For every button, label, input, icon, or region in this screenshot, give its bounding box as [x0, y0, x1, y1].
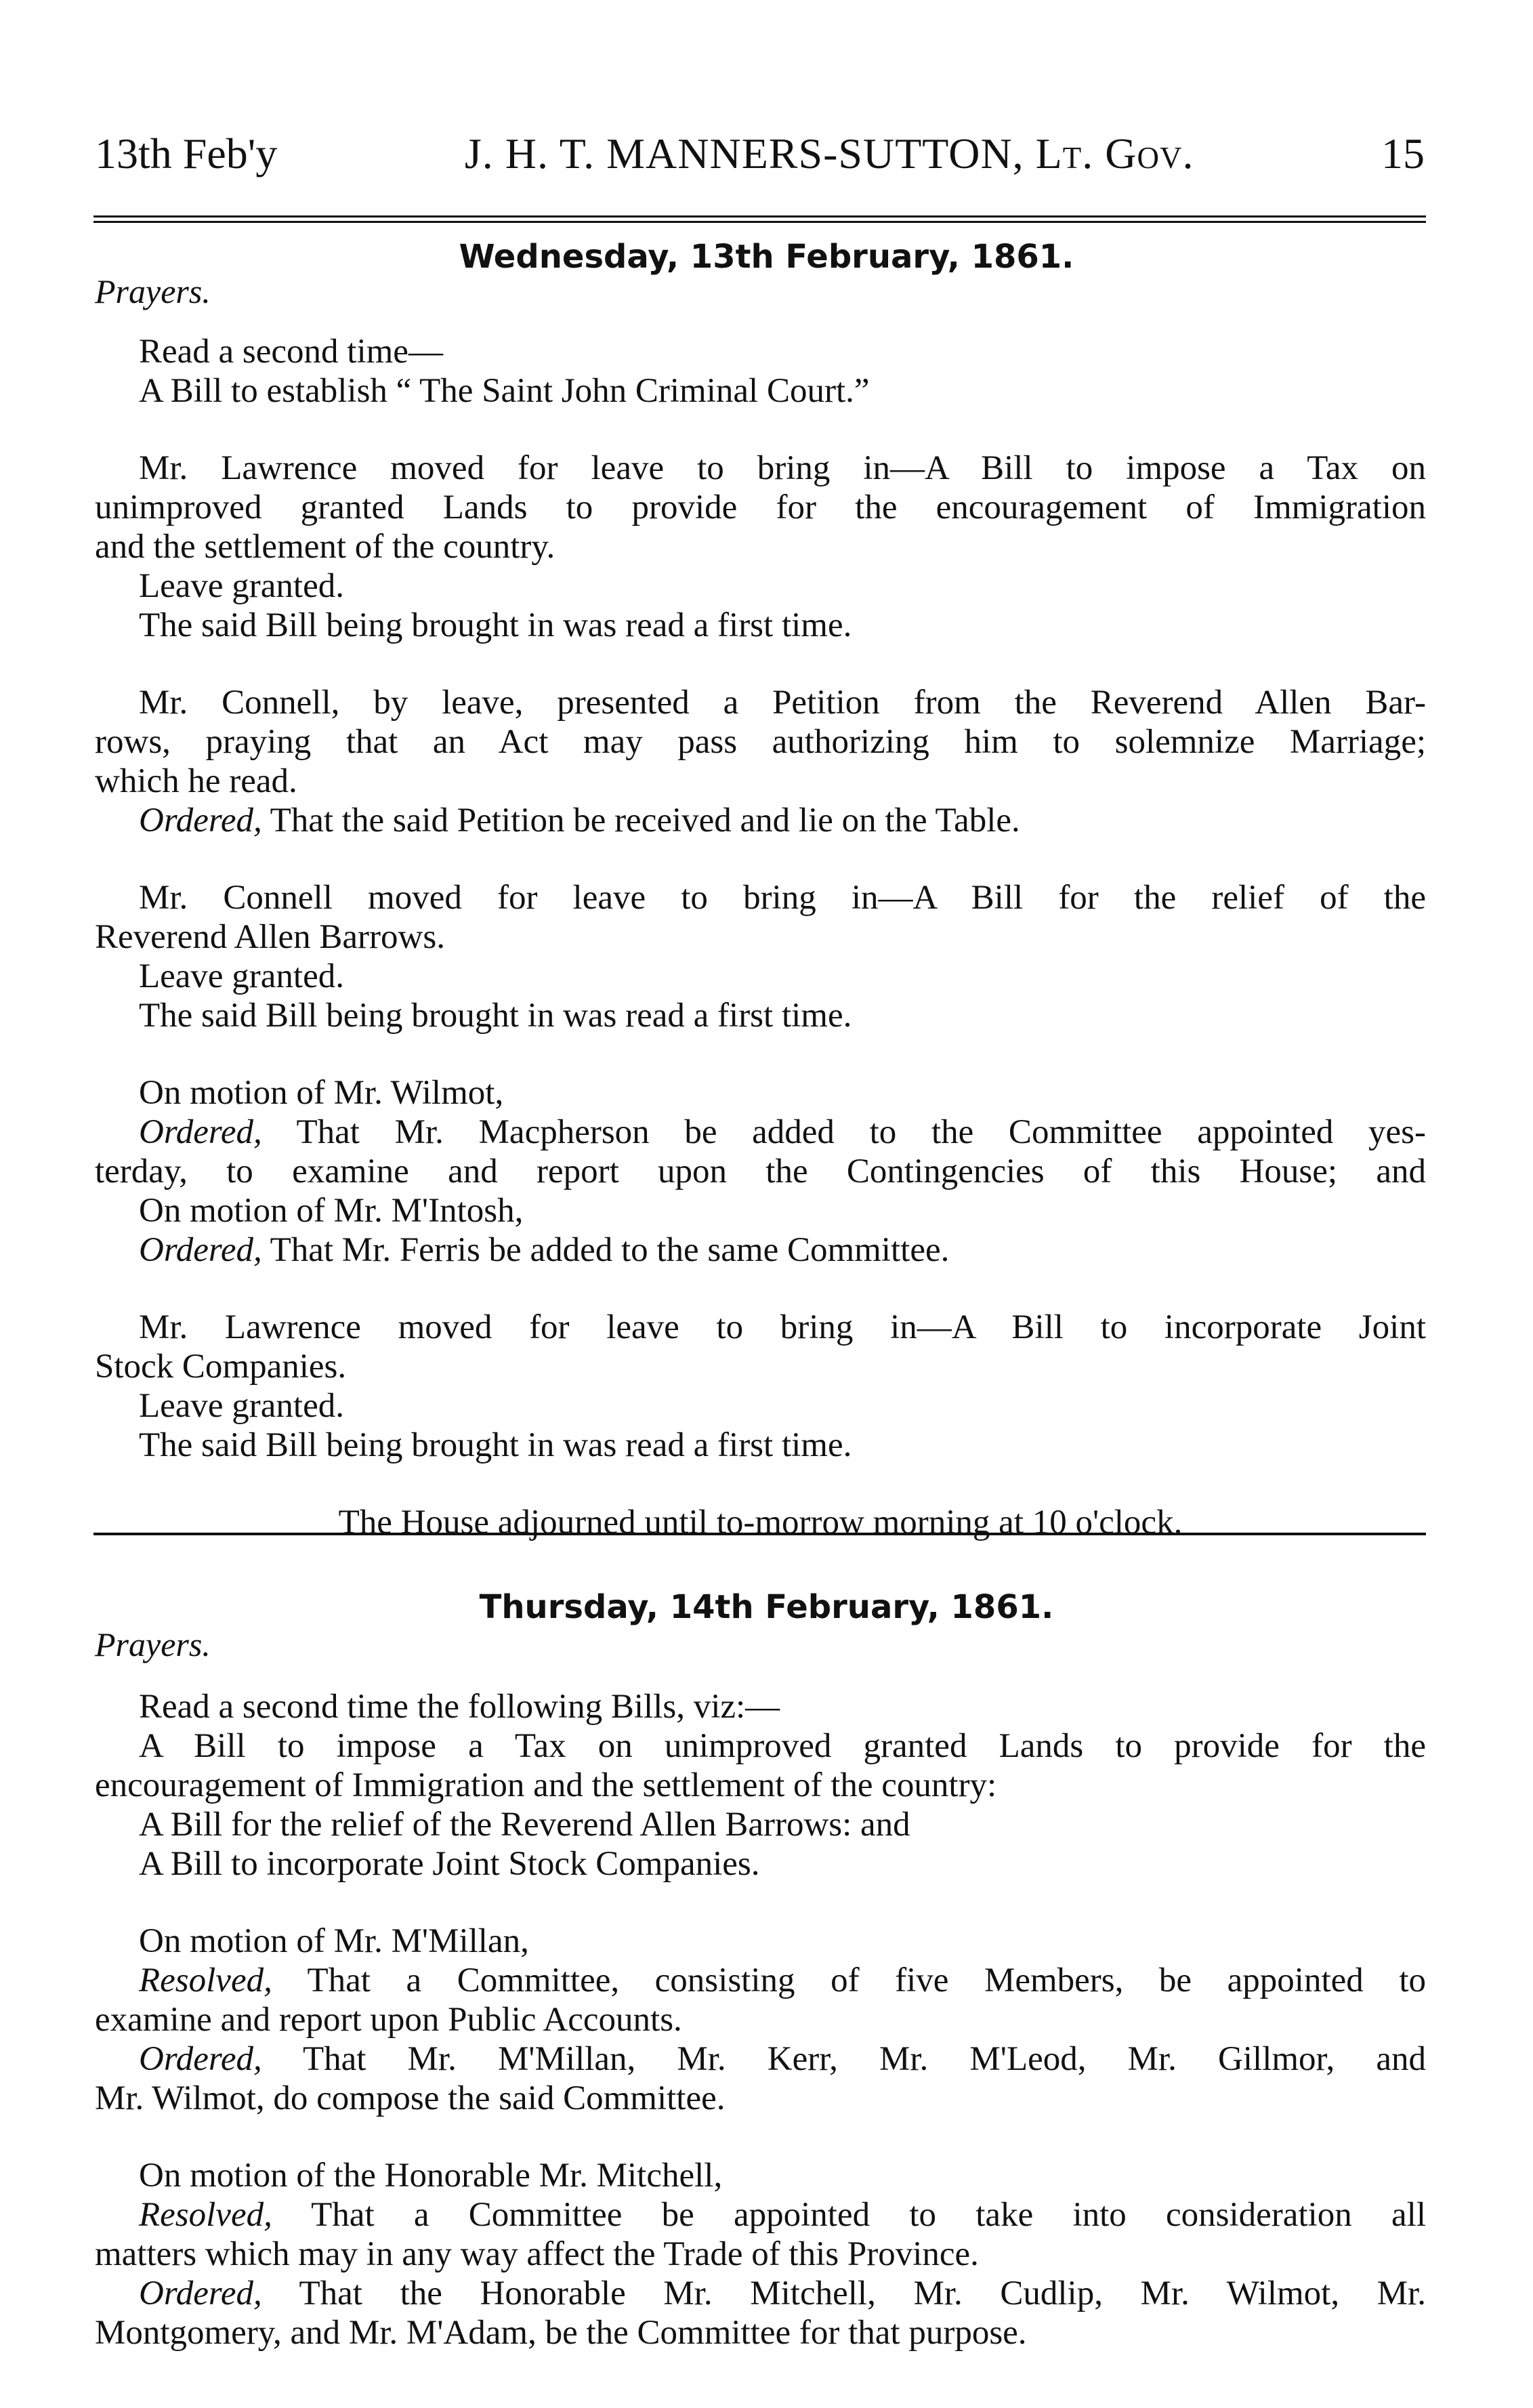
text-line: Mr. Connell, by leave, presented a Petition from the Reverend Allen Bar- — [139, 684, 1426, 722]
text-line: Read a second time— — [139, 333, 443, 371]
paragraph — [95, 2156, 1426, 2352]
text-line: Mr. Lawrence moved for leave to bring in—A Bill to incorporate Joint — [139, 1308, 1426, 1346]
text-line: On motion of Mr. M'Intosh, — [139, 1192, 524, 1230]
text-span: That the said Petition be received and lie on the Table. — [261, 802, 1020, 839]
paragraph — [95, 449, 1426, 645]
text-line: A Bill to establish “ The Saint John Criminal Court.” — [139, 372, 870, 410]
running-head — [95, 129, 1425, 178]
text-line: A Bill to incorporate Joint Stock Companies. — [139, 1845, 760, 1883]
text-span: That Mr. Macpherson be added to the Committee appointed yes- — [261, 1113, 1426, 1151]
text-line: Leave granted. — [139, 957, 344, 995]
text-line — [95, 2274, 1426, 2313]
section-body-wednesday — [95, 332, 1426, 1542]
ordered-label: Ordered, — [139, 2040, 262, 2078]
text-line — [95, 801, 1426, 840]
prayers-label: Prayers. — [95, 272, 211, 310]
header-double-rule — [93, 215, 1426, 223]
paragraph — [95, 1308, 1426, 1465]
text-line: The said Bill being brought in was read a first time. — [139, 997, 852, 1035]
ordered-label: Ordered, — [139, 2275, 262, 2312]
text-line: Read a second time the following Bills, viz:— — [139, 1688, 780, 1726]
text-line — [95, 1961, 1426, 2000]
ordered-label: Ordered, — [139, 802, 262, 839]
text-line — [95, 1113, 1426, 1152]
text-span: That the Honorable Mr. Mitchell, Mr. Cudlip, Mr. Wilmot, Mr. — [261, 2275, 1426, 2312]
text-line: which he read. — [95, 762, 297, 800]
ordered-label: Ordered, — [139, 1231, 262, 1269]
paragraph — [95, 1922, 1426, 2118]
text-span: That a Committee be appointed to take into consideration all — [272, 2196, 1426, 2234]
text-line: A Bill for the relief of the Reverend Allen Barrows: and — [139, 1806, 910, 1844]
text-line: Leave granted. — [139, 567, 344, 605]
text-span: That Mr. Ferris be added to the same Committee. — [261, 1231, 950, 1269]
paragraph — [95, 683, 1426, 840]
text-line: On motion of Mr. M'Millan, — [139, 1922, 529, 1960]
text-line: On motion of the Honorable Mr. Mitchell, — [139, 2157, 723, 2195]
page-number: 15 — [1381, 129, 1425, 178]
text-line: and the settlement of the country. — [95, 528, 555, 566]
text-line: Leave granted. — [139, 1387, 344, 1425]
paragraph — [95, 1687, 1426, 1884]
ordered-label: Ordered, — [139, 1113, 262, 1151]
paragraph — [95, 332, 1426, 411]
text-line: The said Bill being brought in was read a first time. — [139, 606, 852, 644]
text-line: encouragement of Immigration and the settlement of the country: — [95, 1766, 997, 1804]
text-line: matters which may in any way affect the Trade of this Province. — [95, 2235, 979, 2273]
text-line: rows, praying that an Act may pass authorizing him to solemnize Marriage; — [95, 723, 1426, 761]
text-line: Mr. Lawrence moved for leave to bring in—A Bill to impose a Tax on — [139, 449, 1426, 487]
prayers-label: Prayers. — [95, 1625, 211, 1663]
section-heading-wednesday: Wednesday, 13th February, 1861. — [459, 238, 1074, 276]
text-line — [95, 2195, 1426, 2235]
resolved-label: Resolved, — [139, 2196, 272, 2234]
text-line — [95, 2039, 1426, 2079]
section-body-thursday — [95, 1687, 1426, 2352]
paragraph — [95, 878, 1426, 1035]
header-title: J. H. T. MANNERS-SUTTON, Lt. Gov. — [464, 129, 1194, 178]
text-line: terday, to examine and report upon the Contingencies of this House; and — [95, 1153, 1426, 1190]
text-line: The said Bill being brought in was read a first time. — [139, 1426, 852, 1464]
paragraph — [95, 1503, 1426, 1542]
text-line: Reverend Allen Barrows. — [95, 918, 445, 956]
text-line — [95, 1230, 1426, 1270]
text-line: examine and report upon Public Accounts. — [95, 2001, 682, 2039]
text-line: Stock Companies. — [95, 1348, 347, 1386]
text-line: A Bill to impose a Tax on unimproved granted Lands to provide for the — [139, 1727, 1426, 1765]
resolved-label: Resolved, — [139, 1961, 272, 1999]
section-heading-thursday: Thursday, 14th February, 1861. — [479, 1588, 1054, 1626]
text-span: That Mr. M'Millan, Mr. Kerr, Mr. M'Leod, Mr. Gillmor, and — [261, 2040, 1426, 2078]
adjournment-line: The House adjourned until to-morrow morning at 10 o'clock. — [338, 1503, 1183, 1541]
text-line: Mr. Wilmot, do compose the said Committee. — [95, 2079, 726, 2117]
header-date: 13th Feb'y — [95, 129, 278, 178]
text-line: Montgomery, and Mr. M'Adam, be the Committee for that purpose. — [95, 2314, 1027, 2352]
text-line: Mr. Connell moved for leave to bring in—A Bill for the relief of the — [139, 879, 1426, 917]
text-line: On motion of Mr. Wilmot, — [139, 1074, 504, 1112]
text-line: unimproved granted Lands to provide for the encouragement of Immigration — [95, 489, 1426, 526]
text-span: That a Committee, consisting of five Members, be appointed to — [272, 1961, 1426, 1999]
section-divider-rule — [93, 1533, 1426, 1535]
paragraph — [95, 1073, 1426, 1270]
